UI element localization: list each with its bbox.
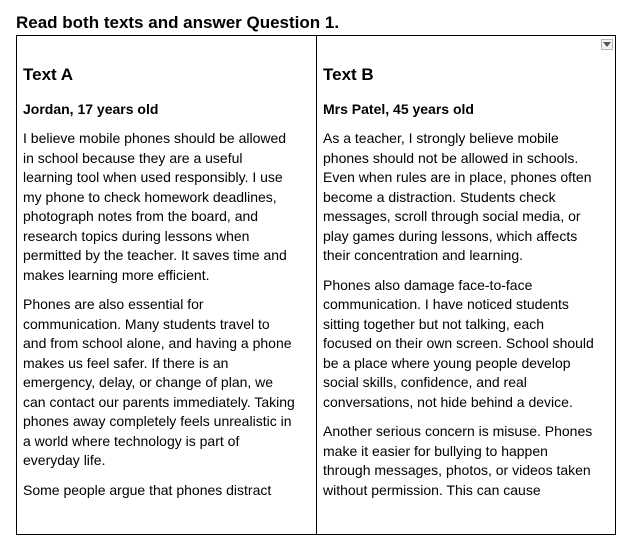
text-b-author: Mrs Patel, 45 years old [323,101,474,117]
text-b-paragraph-1: As a teacher, I strongly believe mobile phones should not be allowed in schools. Even when rules are in place, phones often become a distraction. Students check messages, scroll through social media, or play games during lessons, which affects their concentration and learning. [323,130,592,263]
chevron-down-icon [603,42,611,47]
text-a-author: Jordan, 17 years old [23,101,159,117]
text-b-paragraph-3: Another serious concern is misuse. Phones make it easier for bullying to happen through messages, photos, or videos taken without permission. This can cause [323,423,593,498]
text-a-paragraph-2: Phones are also essential for communication. Many students travel to and from school alone, and having a phone makes us feel safer. If there is an emergency, delay, or change of plan, we can contact our parents immediately. Taking phones away completely feels unrealistic in a world where technology is part of everyday life. [23,296,295,468]
text-b-cell[interactable] [317,36,615,534]
text-a-heading: Text A [23,65,74,84]
text-a-cell[interactable] [17,36,317,534]
text-a-paragraph-3: Some people argue that phones distract [23,481,272,498]
text-b-heading: Text B [323,65,374,84]
instruction-heading: Read both texts and answer Question 1. [16,13,340,32]
comparison-table [16,35,616,535]
cell-menu-dropdown[interactable] [601,39,613,50]
text-a-paragraph-1: I believe mobile phones should be allowed in school because they are a useful learning tool when used responsibly. I use my phone to check homework deadlines, photograph notes from the board, and research topics during lessons when permitted by the teacher. It saves time and makes learning more efficient. [23,130,287,283]
text-b-paragraph-2: Phones also damage face-to-face communication. I have noticed students sitting together but not talking, each focused on their own screen. School should be a place where young people develop social skills, confidence, and real conversations, not hide behind a device. [323,276,594,410]
